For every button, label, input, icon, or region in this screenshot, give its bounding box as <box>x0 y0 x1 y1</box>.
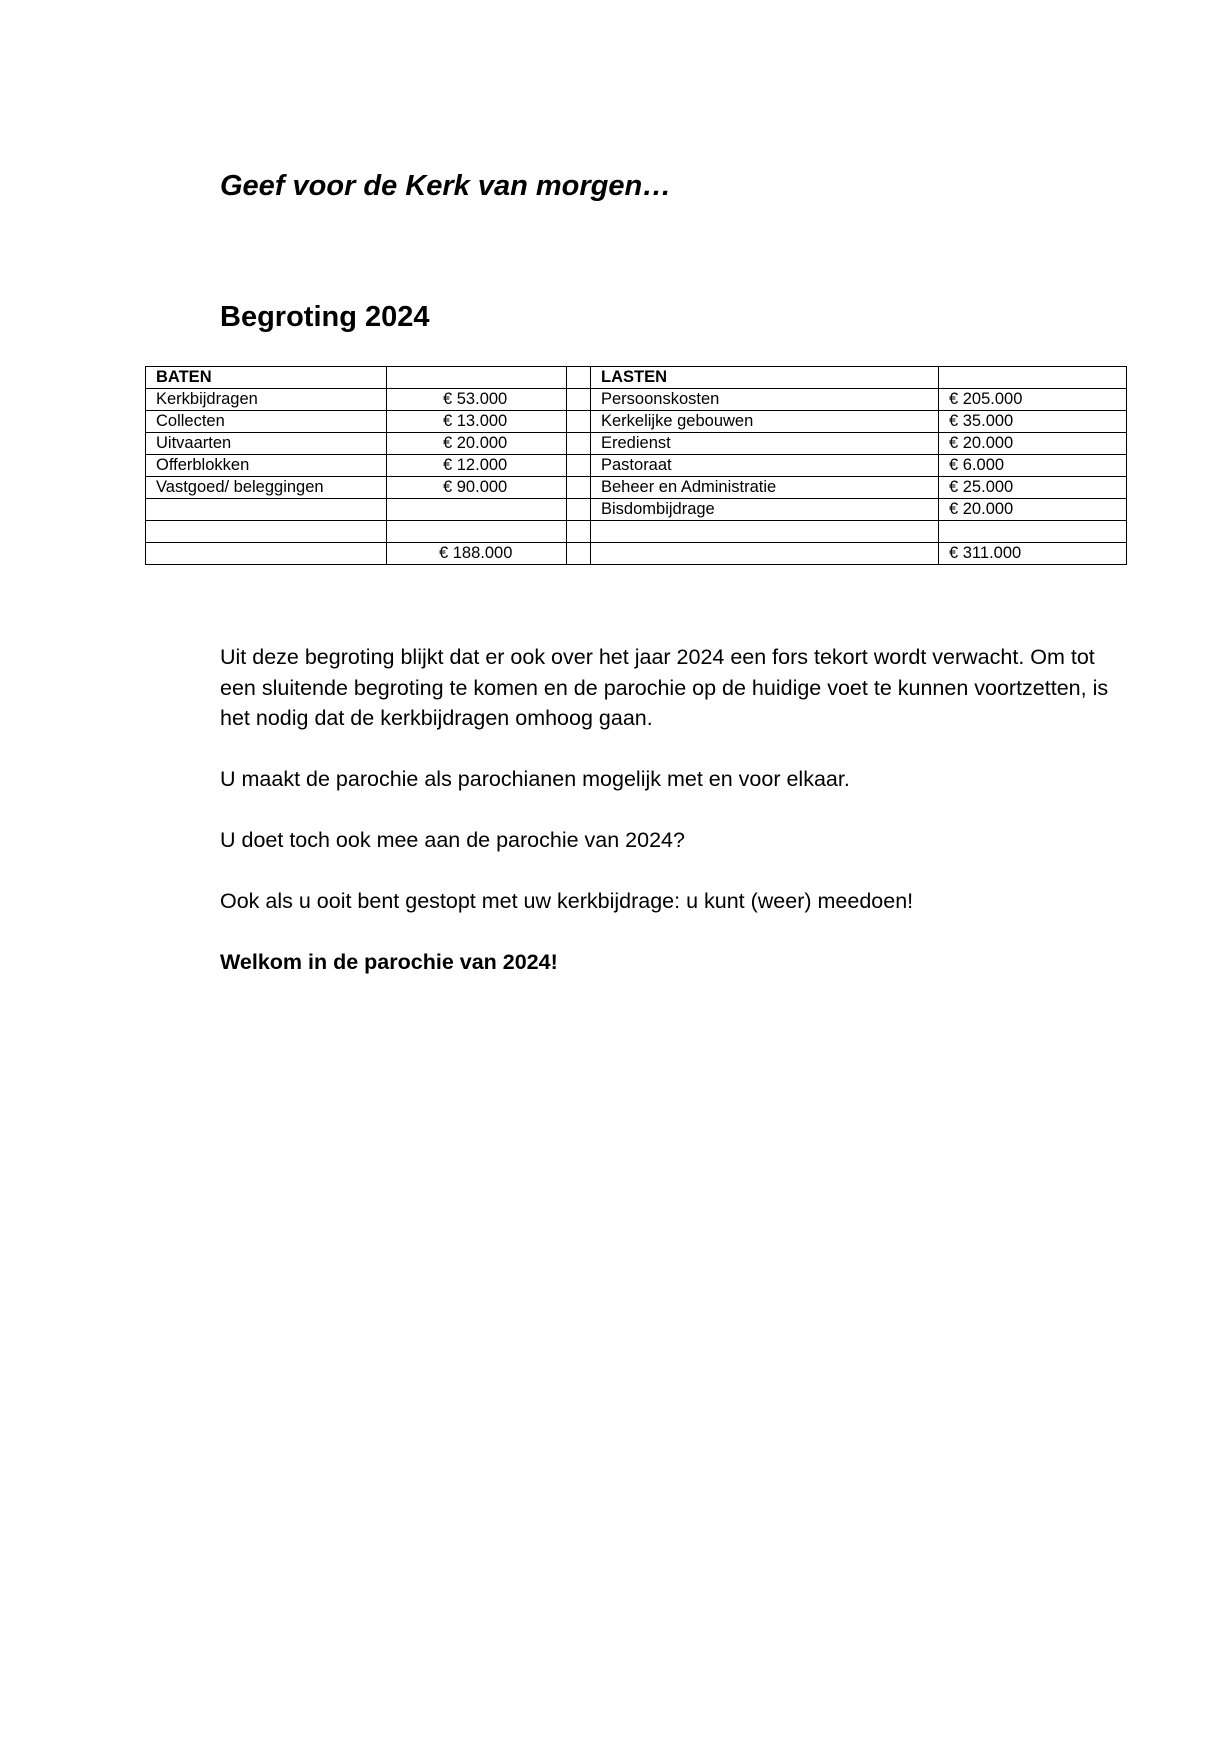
expense-amount: € 205.000 <box>939 389 1127 411</box>
table-spacer-cell <box>567 433 591 455</box>
expense-amount: € 20.000 <box>939 433 1127 455</box>
table-header-row <box>146 367 1127 389</box>
table-cell <box>387 367 567 389</box>
expenses-header: LASTEN <box>591 367 939 389</box>
expense-amount <box>939 521 1127 543</box>
table-row <box>146 521 1127 543</box>
table-row <box>146 433 1127 455</box>
table-spacer-cell <box>567 367 591 389</box>
expense-label: Pastoraat <box>591 455 939 477</box>
income-amount: € 90.000 <box>387 477 567 499</box>
income-amount: € 13.000 <box>387 411 567 433</box>
expense-amount: € 35.000 <box>939 411 1127 433</box>
expense-label: Beheer en Administratie <box>591 477 939 499</box>
table-totals-row <box>146 543 1127 565</box>
table-cell <box>146 543 387 565</box>
table-spacer-cell <box>567 499 591 521</box>
income-label <box>146 521 387 543</box>
income-label: Uitvaarten <box>146 433 387 455</box>
table-row <box>146 477 1127 499</box>
income-amount: € 12.000 <box>387 455 567 477</box>
table-spacer-cell <box>567 477 591 499</box>
budget-heading: Begroting 2024 <box>220 301 430 333</box>
table-spacer-cell <box>567 389 591 411</box>
expense-label: Eredienst <box>591 433 939 455</box>
table-cell <box>591 543 939 565</box>
body-text <box>220 642 1120 1008</box>
table-cell <box>939 367 1127 389</box>
expense-amount: € 25.000 <box>939 477 1127 499</box>
income-amount: € 20.000 <box>387 433 567 455</box>
expense-label: Kerkelijke gebouwen <box>591 411 939 433</box>
income-amount: € 53.000 <box>387 389 567 411</box>
expense-label: Persoonskosten <box>591 389 939 411</box>
income-label: Offerblokken <box>146 455 387 477</box>
paragraph-parishioners: U maakt de parochie als parochianen mogelijk met en voor elkaar. <box>220 767 850 791</box>
paragraph-question: U doet toch ook mee aan de parochie van 2024? <box>220 828 685 852</box>
income-label: Vastgoed/ beleggingen <box>146 477 387 499</box>
table-spacer-cell <box>567 543 591 565</box>
paragraph-rejoin: Ook als u ooit bent gestopt met uw kerkbijdrage: u kunt (weer) meedoen! <box>220 889 914 913</box>
document-title: Geef voor de Kerk van morgen… <box>220 170 672 202</box>
table-row <box>146 389 1127 411</box>
table-spacer-cell <box>567 411 591 433</box>
income-label <box>146 499 387 521</box>
table-spacer-cell <box>567 455 591 477</box>
income-amount <box>387 499 567 521</box>
expense-label <box>591 521 939 543</box>
table-spacer-cell <box>567 521 591 543</box>
budget-table <box>145 366 1127 565</box>
closing-line: Welkom in de parochie van 2024! <box>220 950 558 974</box>
income-header: BATEN <box>146 367 387 389</box>
table-row <box>146 455 1127 477</box>
expense-amount: € 6.000 <box>939 455 1127 477</box>
paragraph-deficit: Uit deze begroting blijkt dat er ook over het jaar 2024 een fors tekort wordt verwacht. Om tot een sluitende begroting te komen en de parochie op de huidige voet te kunnen voortzetten, is het nodig dat de kerkbijdragen omhoog gaan. <box>220 645 1109 730</box>
income-total: € 188.000 <box>387 543 567 565</box>
income-label: Kerkbijdragen <box>146 389 387 411</box>
expense-amount: € 20.000 <box>939 499 1127 521</box>
table-row <box>146 411 1127 433</box>
table-row <box>146 499 1127 521</box>
expense-total: € 311.000 <box>939 543 1127 565</box>
expense-label: Bisdombijdrage <box>591 499 939 521</box>
income-label: Collecten <box>146 411 387 433</box>
income-amount <box>387 521 567 543</box>
